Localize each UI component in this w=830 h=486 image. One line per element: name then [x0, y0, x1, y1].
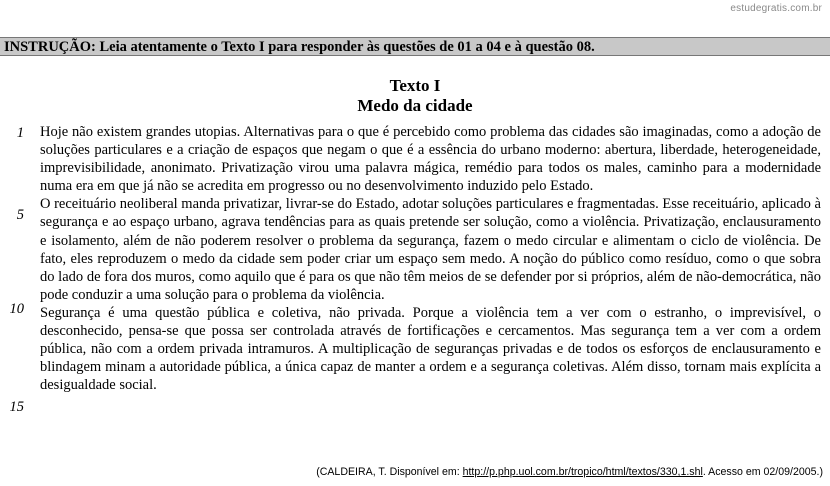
line-number-5: 5: [16, 207, 24, 223]
instruction-banner: INSTRUÇÃO: Leia atentamente o Texto I para responder às questões de 01 a 04 e à questão 08.: [0, 37, 830, 56]
line-number-15: 15: [9, 399, 24, 415]
title-block: [0, 76, 830, 116]
paragraph-3: Segurança é uma questão pública e coletiva, não privada. Porque a violência tem a ver com o estranho, o imprevisível, o desconhecido, pensa-se que possa ser controlada através de fortificações e cercamentos. Mas segurança tem a ver com a ordem pública, não com a ordem privada intramuros. A multiplicação de seguranças privadas e de todos os esforços de enclausuramento e blindagem minam a autoridade pública, a única capaz de manter a ordem e a segurança coletivas. Além disso, tornam mais explícita a desigualdade social.: [40, 304, 821, 394]
article-body: [40, 123, 821, 394]
line-number-10: 10: [9, 301, 24, 317]
paragraph-1: Hoje não existem grandes utopias. Alternativas para o que é percebido como problema das cidades são imaginadas, como a adoção de soluções particulares e a criação de espaços que negam o que é a essência do urbano moderno: abertura, liberdade, heterogeneidade, imprevisibilidade, anonimato. Privatização virou uma palavra mágica, remédio para todos os males, caminho para a modernidade numa era em que já não se acredita em progresso ou no desenvolvimento induzido pelo Estado.: [40, 124, 821, 195]
line-number-1: 1: [16, 125, 24, 141]
paragraph-2: O receituário neoliberal manda privatizar, livrar-se do Estado, adotar soluções particulares e fragmentadas. Esse receituário, aplicado à segurança e ao espaço urbano, agrava tendências para as quais pretende ser solução, como a violência. Privatização, enclausuramento e isolamento, além de não poderem resolver o problema da segurança, fazem o medo circular e alimentam o ciclo de violência. De fato, eles reproduzem o medo da cidade sem poder criar um espaço sem medo. A noção do público como resíduo, como o que sobra do lado de fora dos muros, como aquilo que é para os que não têm meios de se defender por si próprios, além de não-democrática, não pode conduzir a uma solução para o problema da violência.: [40, 196, 821, 303]
text-title: Medo da cidade: [357, 96, 473, 115]
citation-prefix: (CALDEIRA, T. Disponível em:: [316, 466, 463, 478]
citation-suffix: . Acesso em 02/09/2005.): [702, 466, 823, 478]
text-label: Texto I: [389, 76, 441, 95]
source-citation: [316, 466, 823, 478]
citation-link[interactable]: http://p.php.uol.com.br/tropico/html/textos/330,1.shl: [462, 466, 703, 478]
site-watermark: estudegratis.com.br: [730, 3, 822, 14]
